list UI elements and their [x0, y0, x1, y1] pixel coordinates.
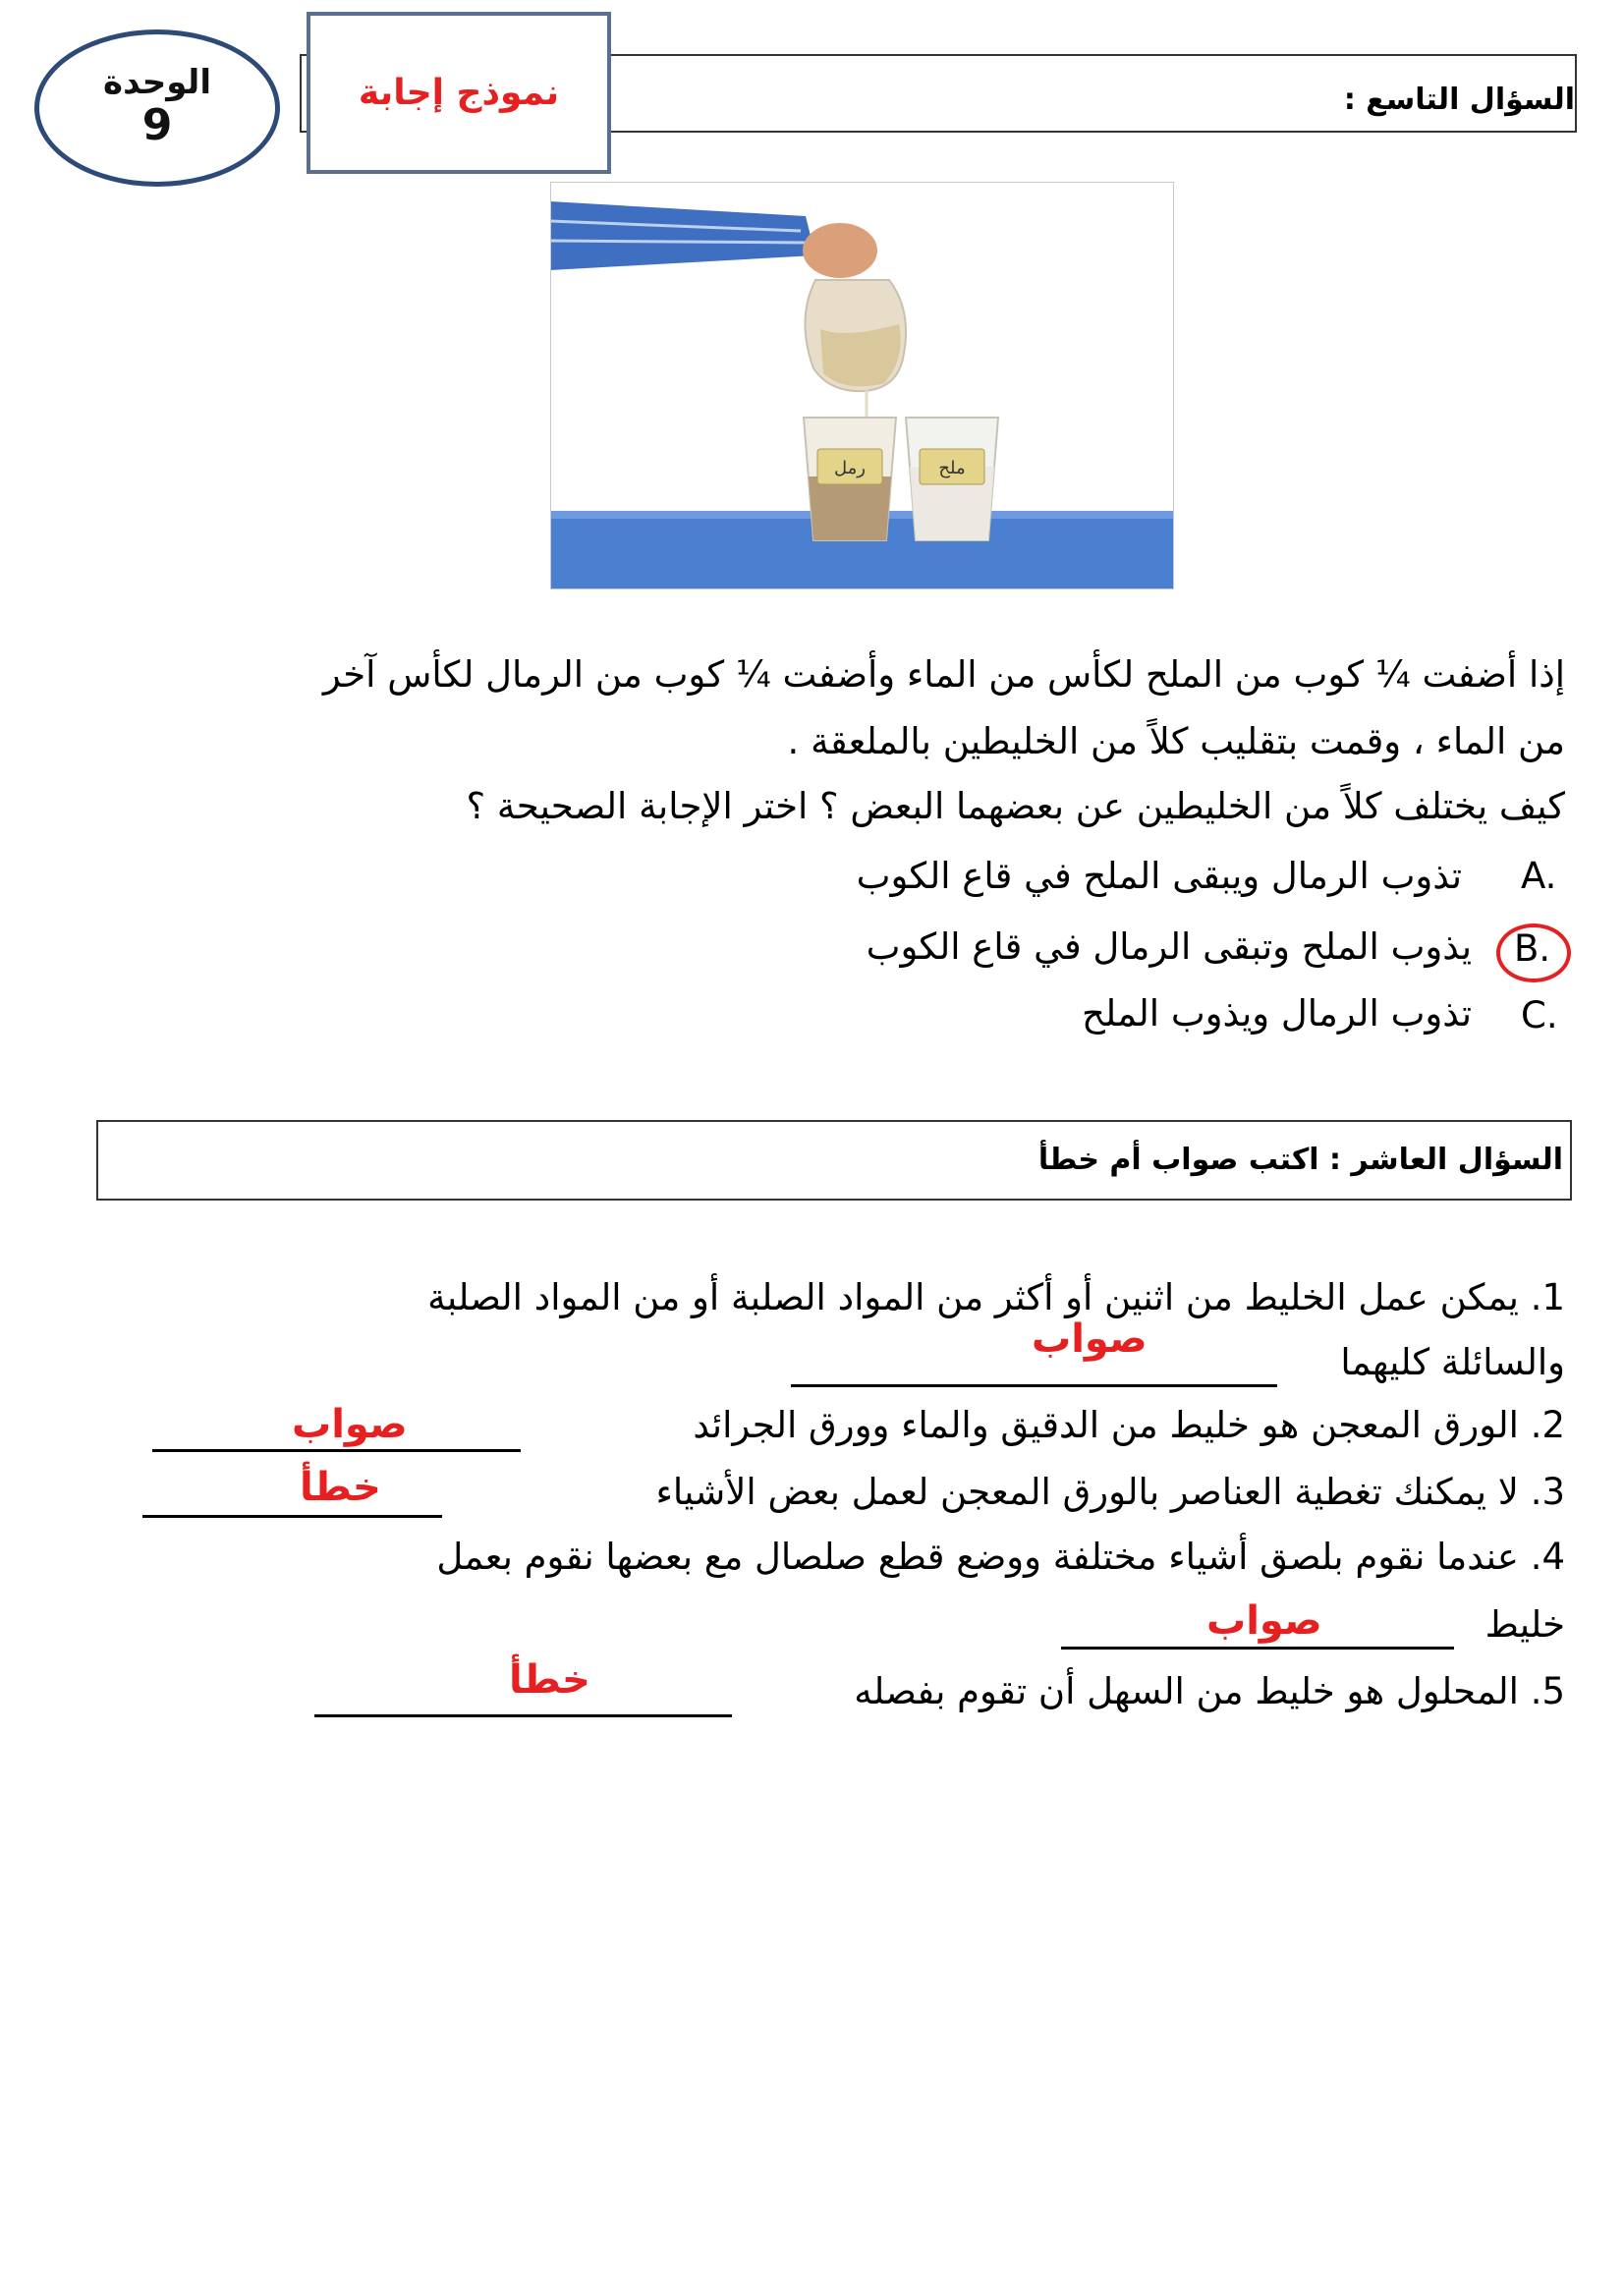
tf-item-4-blank — [1061, 1647, 1454, 1650]
tf-item-4-line-2: خليط — [1484, 1603, 1565, 1646]
photo-jug-liquid — [820, 324, 901, 386]
unit-badge — [34, 29, 280, 187]
photo-cup-sand-tag-text: رمل — [834, 458, 866, 478]
tf-item-5-line — [854, 1670, 1565, 1712]
unit-number: 9 — [141, 100, 173, 151]
option-a-text: تذوب الرمال ويبقى الملح في قاع الكوب — [856, 855, 1462, 897]
tf-item-4-text: عندما نقوم بلصق أشياء مختلفة ووضع قطع صلصال مع بعضها نقوم بعمل — [436, 1536, 1519, 1578]
tf-item-2-text: الورق المعجن هو خليط من الدقيق والماء وورق الجرائد — [693, 1404, 1519, 1446]
tf-item-1-line-2: والسائلة كليهما — [1340, 1341, 1565, 1383]
tf-item-5-number: 5. — [1530, 1670, 1565, 1712]
tf-item-3-line — [655, 1471, 1565, 1513]
q9-statement-line-1: إذا أضفت ¼ كوب من الملح لكأس من الماء وأضفت ¼ كوب من الرمال لكأس آخر — [322, 653, 1565, 696]
experiment-photo — [550, 182, 1174, 589]
q9-statement-line-2: من الماء ، وقمت بتقليب كلاً من الخليطين بالملعقة . — [787, 720, 1565, 762]
unit-label: الوحدة — [103, 63, 211, 102]
selected-answer-circle — [1496, 924, 1571, 982]
answer-model-label: نموذج إجابة — [307, 12, 611, 174]
tf-item-4-number: 4. — [1530, 1536, 1565, 1578]
tf-item-2-number: 2. — [1530, 1404, 1565, 1446]
photo-hand — [803, 223, 877, 278]
tf-item-3-blank — [142, 1515, 442, 1518]
tf-item-3-number: 3. — [1530, 1471, 1565, 1513]
option-b-text: يذوب الملح وتبقى الرمال في قاع الكوب — [866, 925, 1472, 968]
tf-item-4-line-1 — [436, 1536, 1565, 1578]
tf-item-3-text: لا يمكنك تغطية العناصر بالورق المعجن لعمل بعض الأشياء — [655, 1471, 1519, 1513]
tf-item-2-answer: صواب — [292, 1402, 408, 1447]
option-c-letter: C. — [1521, 994, 1558, 1036]
option-c-text: تذوب الرمال ويذوب الملح — [1081, 992, 1472, 1035]
tf-item-2-line — [693, 1404, 1565, 1446]
question-9-title: السؤال التاسع : — [1343, 83, 1575, 117]
tf-item-1-answer: صواب — [1032, 1316, 1148, 1362]
q9-question-line: كيف يختلف كلاً من الخليطين عن بعضهما البعض ؟ اختر الإجابة الصحيحة ؟ — [466, 785, 1565, 827]
tf-item-1-number: 1. — [1530, 1276, 1565, 1318]
tf-item-1-blank — [791, 1384, 1277, 1387]
tf-item-1-text: يمكن عمل الخليط من اثنين أو أكثر من المواد الصلبة أو من المواد الصلبة — [427, 1276, 1519, 1318]
tf-item-5-blank — [314, 1714, 732, 1717]
photo-cup-sand-contents — [809, 476, 891, 540]
photo-cup-salt-tag-text: ملح — [938, 458, 966, 478]
tf-item-2-blank — [152, 1449, 521, 1452]
tf-item-1-line-1 — [427, 1276, 1565, 1318]
option-b-letter: B. — [1514, 927, 1551, 970]
tf-item-5-text: المحلول هو خليط من السهل أن تقوم بفصله — [854, 1670, 1519, 1712]
tf-item-5-answer: خطأ — [509, 1657, 590, 1703]
tf-item-4-answer: صواب — [1206, 1598, 1322, 1644]
tf-item-3-answer: خطأ — [300, 1465, 381, 1510]
question-10-title: السؤال العاشر : اكتب صواب أم خطأ — [1037, 1143, 1563, 1177]
option-a-letter: A. — [1521, 855, 1557, 897]
